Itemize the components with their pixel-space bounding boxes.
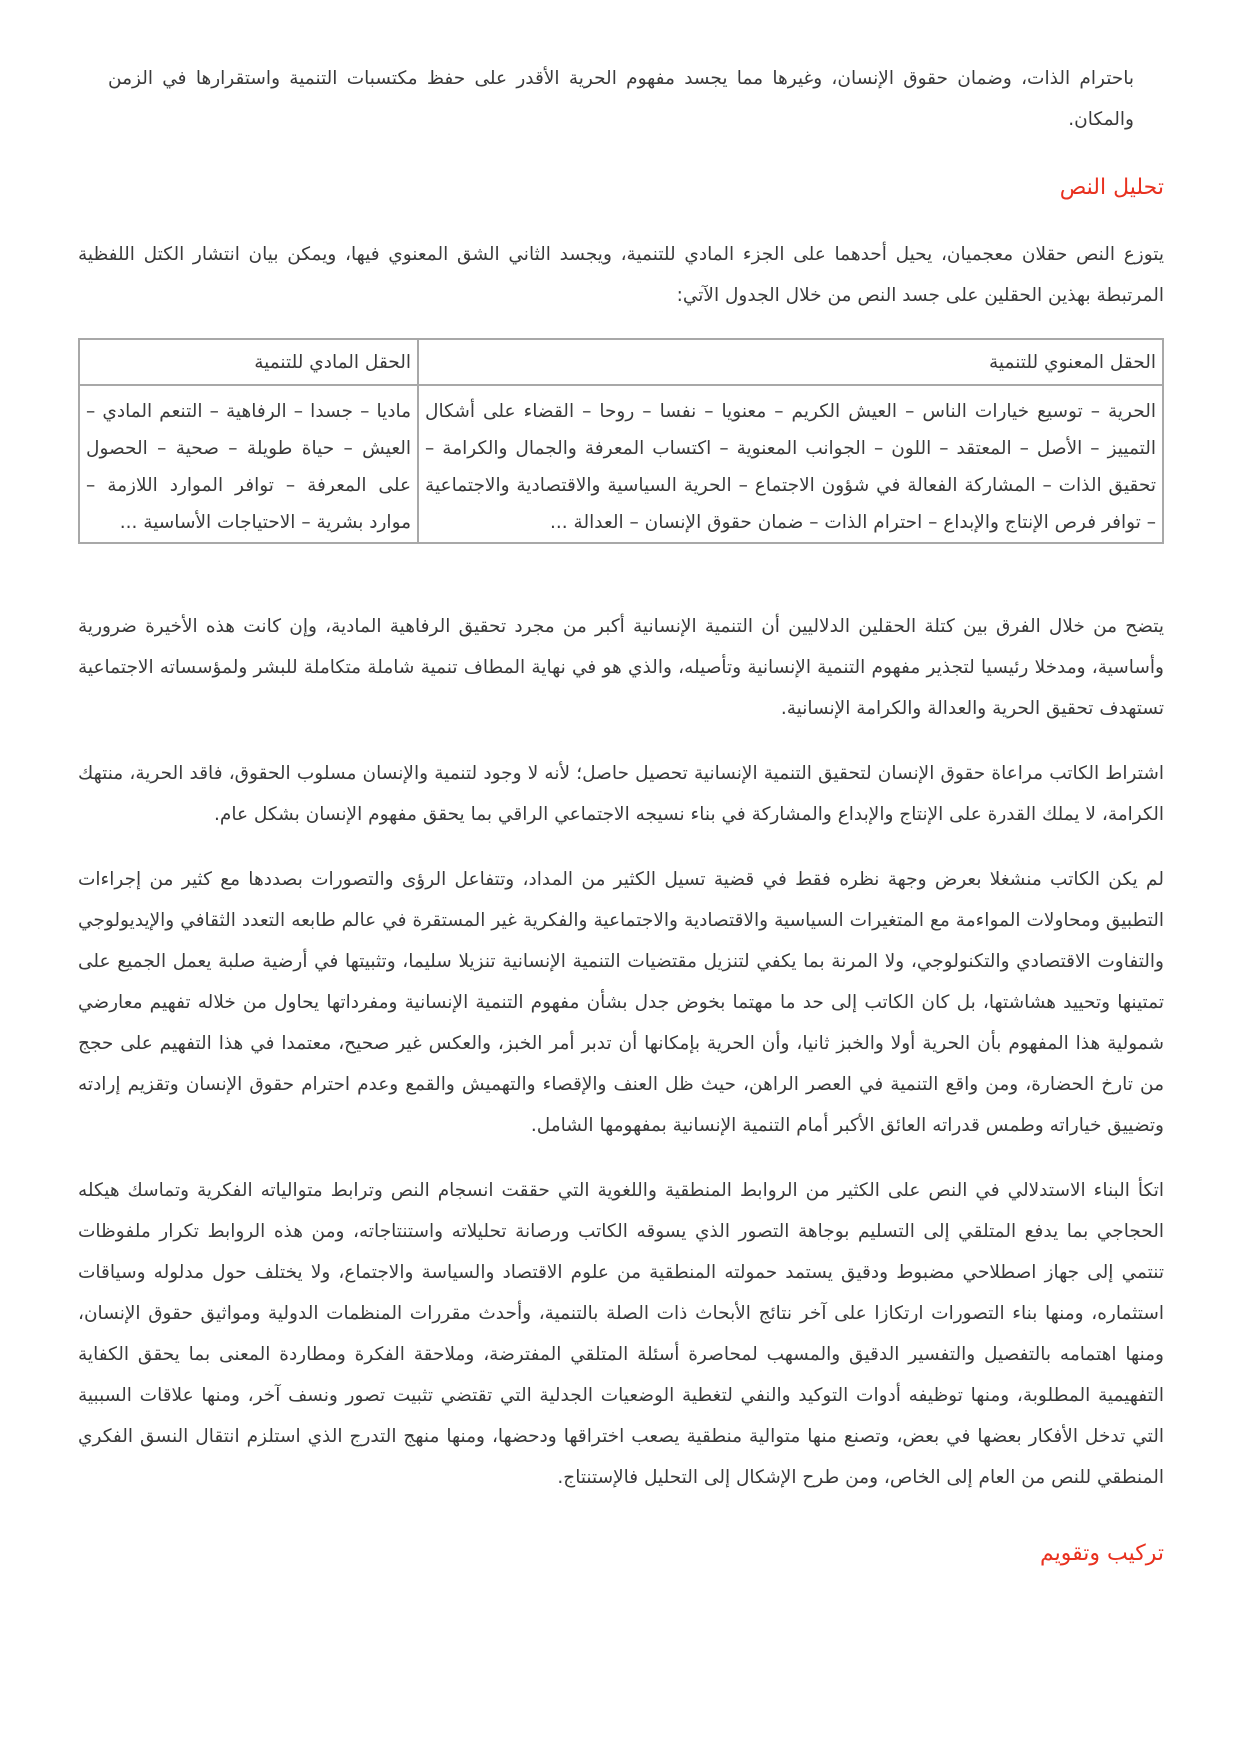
analysis-paragraph: يتوزع النص حقلان معجميان، يحيل أحدهما على الجزء المادي للتنمية، ويجسد الثاني الشق المعنوي فيها، ويمكن بيان انتشار الكتل اللفظية المرتبطة بهذين الحقلين على جسد النص من خلال الجدول الآتي: xyxy=(78,244,1164,306)
table-row xyxy=(79,385,1163,543)
body-paragraph: اشتراط الكاتب مراعاة حقوق الإنسان لتحقيق التنمية الإنسانية تحصيل حاصل؛ لأنه لا وجود لتنمية والإنسان مسلوب الحقوق، فاقد الحرية، منتهك الكرامة، لا يملك القدرة على الإنتاج والإبداع والمشاركة في بناء نسيجه الاجتماعي الراقي بما يحقق مفهوم الإنسان بشكل عام. xyxy=(78,763,1164,825)
table-header-row xyxy=(79,339,1163,385)
table-cell-material-field: ماديا – جسدا – الرفاهية – التنعم المادي – العيش – حياة طويلة – صحية – الحصول على المعرفة – توافر الموارد اللازمة – موارد بشرية – الاحتياجات الأساسية ... xyxy=(79,385,418,543)
section-heading-analysis: تحليل النص xyxy=(1059,175,1164,200)
section-heading-synthesis: تركيب وتقويم xyxy=(1040,1541,1164,1566)
body-paragraph: اتكأ البناء الاستدلالي في النص على الكثير من الروابط المنطقية واللغوية التي حققت انسجام النص وترابط متوالياته الفكرية وتماسك هيكله الحجاجي بما يدفع المتلقي إلى التسليم بوجاهة التصور الذي يسوقه الكاتب ورصانة تحليلاته واستنتاجاته، ومن هذه الروابط تكرار ملفوظات تنتمي إلى جهاز اصطلاحي مضبوط ودقيق يستمد حمولته المنطقية من علوم الاقتصاد والسياسة والاجتماع، ولا يختلف حول مدلوله وسياقات استثماره، ومنها بناء التصورات ارتكازا على آخر نتائج الأبحاث ذات الصلة بالتنمية، وأحدث مقررات المنظمات الدولية ومواثيق حقوق الإنسان، ومنها اهتمامه بالتفصيل والتفسير الدقيق والمسهب لمحاصرة أسئلة المتلقي المفترضة، وملاحقة الفكرة ومطاردة المعنى بما يحقق الكفاية التفهيمية المطلوبة، ومنها توظيفه أدوات التوكيد والنفي لتغطية الوضعيات الجدلية التي تقتضي تثبيت تصور ونسف آخر، ومنها علاقات السببية التي تدخل الأفكار بعضها في بعض، وتصنع منها متوالية منطقية يصعب اختراقها ودحضها، ومنها منهج التدرج الذي استلزم انتقال النسق الفكري المنطقي للنص من العام إلى الخاص، ومن طرح الإشكال إلى التحليل فالإستنتاج. xyxy=(78,1180,1164,1488)
document-page xyxy=(78,0,1164,1574)
semantic-fields-table xyxy=(78,338,1164,544)
intro-paragraph: باحترام الذات، وضمان حقوق الإنسان، وغيرها مما يجسد مفهوم الحرية الأقدر على حفظ مكتسبات التنمية واستقرارها في الزمن والمكان. xyxy=(108,68,1134,130)
body-paragraph: لم يكن الكاتب منشغلا بعرض وجهة نظره فقط في قضية تسيل الكثير من المداد، وتتفاعل الرؤى والتصورات بصددها مع كثير من إجراءات التطبيق ومحاولات المواءمة مع المتغيرات السياسية والاقتصادية والاجتماعية والفكرية غير المستقرة في عالم طابعه التعدد الثقافي والإيديولوجي والتفاوت الاقتصادي والتكنولوجي، ولا المرنة بما يكفي لتنزيل مقتضيات التنمية الإنسانية تنزيلا سليما، وتثبيتها في أرضية صلبة يعمل الجميع على تمتينها وتحييد هشاشتها، بل كان الكاتب إلى حد ما مهتما بخوض جدل بشأن مفهوم التنمية الإنسانية ومفرداتها يحاول من خلاله تفهيم معارضي شمولية هذا المفهوم بأن الحرية أولا والخبز ثانيا، وأن الحرية بإمكانها أن تدبر أمر الخبز، والعكس غير صحيح، معتمدا في هذا التفهيم على حجج من تارخ الحضارة، ومن واقع التنمية في العصر الراهن، حيث ظل العنف والإقصاء والتهميش والقمع وعدم احترام حقوق الإنسان وتقزيم إرادته وتضييق خياراته وطمس قدراته العائق الأكبر أمام التنمية الإنسانية بمفهومها الشامل. xyxy=(78,869,1164,1136)
table-cell-moral-field: الحرية – توسيع خيارات الناس – العيش الكريم – معنويا – نفسا – روحا – القضاء على أشكال التمييز – الأصل – المعتقد – اللون – الجوانب المعنوية – اكتساب المعرفة والجمال والكرامة – تحقيق الذات – المشاركة الفعالة في شؤون الاجتماع – الحرية السياسية والاقتصادية والاجتماعية – توافر فرص الإنتاج والإبداع – احترام الذات – ضمان حقوق الإنسان – العدالة ... xyxy=(418,385,1163,543)
table-header-moral-field: الحقل المعنوي للتنمية xyxy=(418,339,1163,385)
table-header-material-field: الحقل المادي للتنمية xyxy=(79,339,418,385)
body-paragraph: يتضح من خلال الفرق بين كتلة الحقلين الدلاليين أن التنمية الإنسانية أكبر من مجرد تحقيق الرفاهية المادية، وإن كانت هذه الأخيرة ضرورية وأساسية، ومدخلا رئيسيا لتجذير مفهوم التنمية الإنسانية وتأصيله، والذي هو في نهاية المطاف تنمية شاملة متكاملة للبشر ولمؤسساته الاجتماعية تستهدف تحقيق الحرية والعدالة والكرامة الإنسانية. xyxy=(78,616,1164,719)
